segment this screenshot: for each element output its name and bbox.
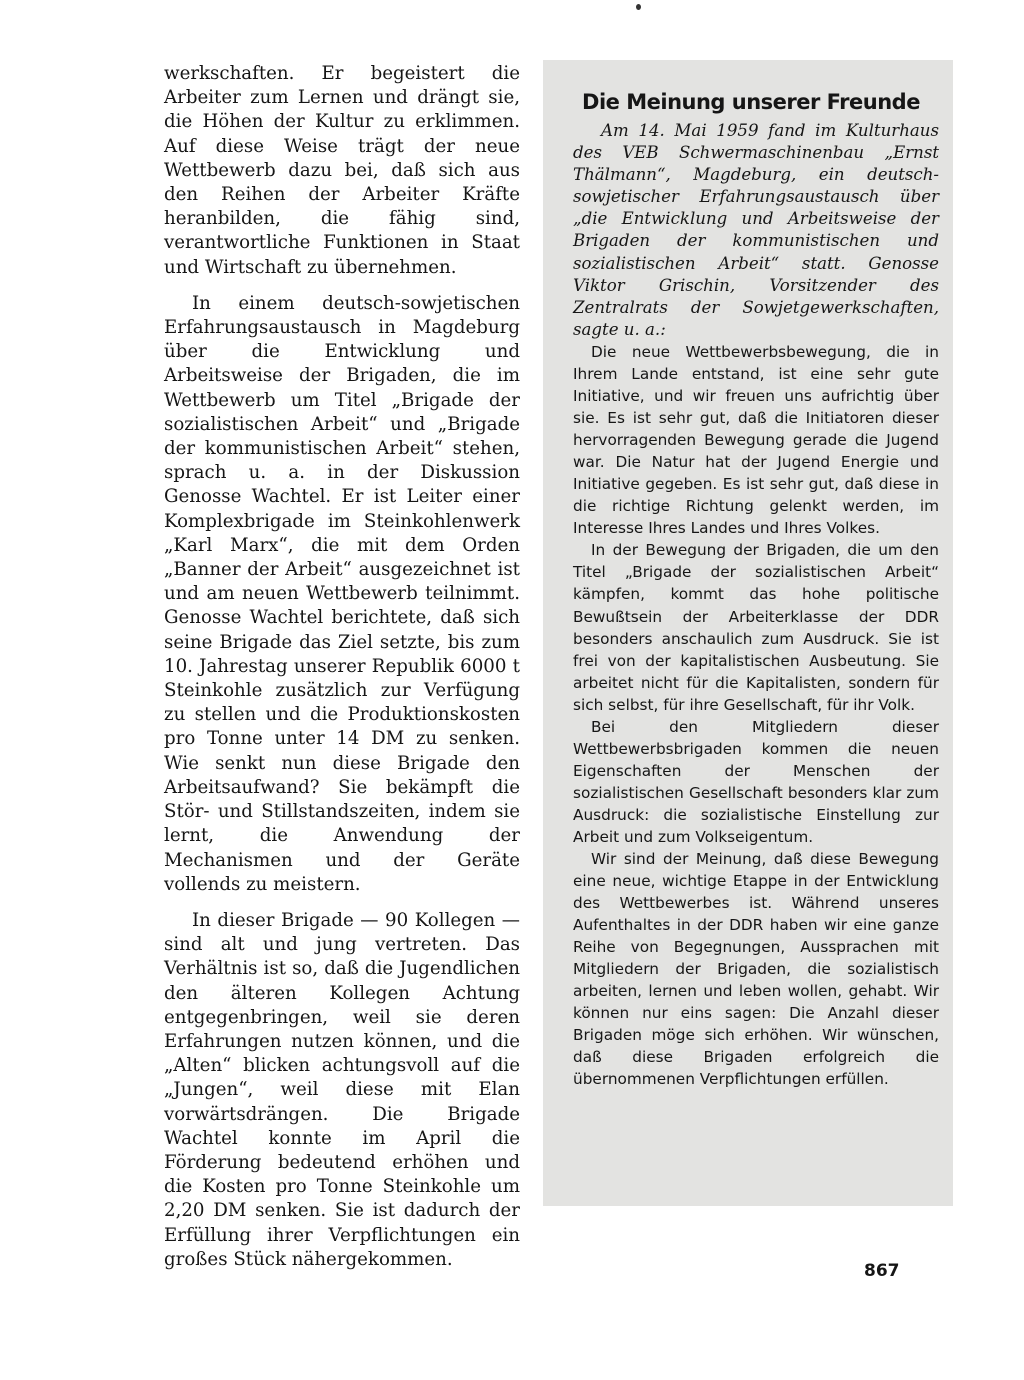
quote-paragraph-1: Die neue Wettbewerbsbewegung, die in Ihrem Lande entstand, ist eine sehr gute Initiative, und wir freuen uns aufrichtig über sie. Es ist sehr gut, daß die Initiatoren dieser hervorragenden Bewegung gerade die Jugend war. Die Natur hat der Jugend Energie und Initiative gegeben. Es ist sehr gut, daß diese in die richtige Richtung gelenkt werden, im Interesse Ihres Landes und Ihres Volkes. — [573, 342, 939, 538]
box-intro: Am 14. Mai 1959 fand im Kulturhaus des VEB Schwermaschinenbau „Ernst Thälmann“, Magdeburg, ein deutsch-sowjetischer Erfahrungsaustausch über „die Entwicklung und Arbeitsweise der Brigaden der kommunistischen und sozialistischen Arbeit“ statt. Genosse Viktor Grischin, Vorsitzender des Zentralrats der Sowjetgewerkschaften, sagte u. a.: — [573, 121, 939, 339]
paragraph-2: In einem deutsch-sowjetischen Erfahrungsaustausch in Magdeburg über die Entwicklung und Arbeitsweise der Brigaden, die im Wettbewerb um Titel „Brigade der sozialistischen Arbeit“ und „Brigade der kommunistischen Arbeit“ stehen, sprach u. a. in der Diskussion Genosse Wachtel. Er ist Leiter einer Komplexbrigade im Steinkohlenwerk „Karl Marx“, die mit dem Orden „Banner der Arbeit“ ausgezeichnet ist und am neuen Wettbewerb teilnimmt. Genosse Wachtel berichtete, daß sich seine Brigade das Ziel setzte, bis zum 10. Jahrestag unserer Republik 6000 t Steinkohle zusätzlich zur Verfügung zu stellen und die Produktionskosten pro Tonne unter 14 DM zu senken. Wie senkt nun diese Brigade den Arbeitsaufwand? Sie bekämpft die Stör- und Stillstandszeiten, indem sie lernt, die Anwendung der Mechanismen und der Geräte vollends zu meistern. — [164, 292, 520, 895]
sidebar-box — [543, 60, 953, 1206]
left-column — [164, 62, 520, 1272]
quote-paragraph-3: Bei den Mitgliedern dieser Wettbewerbsbrigaden kommen die neuen Eigenschaften der Menschen der sozialistischen Gesellschaft besonders klar zum Ausdruck: die sozialistische Einstellung zur Arbeit und zum Volkseigentum. — [573, 717, 939, 846]
quote-paragraph-2: In der Bewegung der Brigaden, die um den Titel „Brigade der sozialistischen Arbeit“ kämpfen, kommt das hohe politische Bewußtsein der Arbeiterklasse der DDR besonders anschaulich zum Ausdruck. Sie ist frei von der kapitalistischen Ausbeutung. Sie arbeitet nicht für die Kapitalisten, sondern für sich selbst, für ihre Gesellschaft, für ihr Volk. — [573, 541, 939, 714]
page-number: 867 — [864, 1261, 900, 1281]
paragraph-1: werkschaften. Er begeistert die Arbeiter zum Lernen und drängt sie, die Höhen der Kultur zu erklimmen. Auf diese Weise trägt der neue Wettbewerb dazu bei, daß sich aus den Reihen der Arbeiter Kräfte heranbilden, die fähig sind, verantwortliche Funktionen in Staat und Wirtschaft zu übernehmen. — [164, 63, 520, 278]
quote-paragraph-4: Wir sind der Meinung, daß diese Bewegung eine neue, wichtige Etappe in der Entwicklung des Wettbewerbes ist. Während unseres Aufenthaltes in der DDR haben wir eine ganze Reihe von Begegnungen, Aussprachen mit Mitgliedern der Brigaden, die sozialistisch arbeiten, lernen und leben wollen, gehabt. Wir können nur eins sagen: Die Anzahl dieser Brigaden möge sich erhöhen. Wir wünschen, daß diese Brigaden erfolgreich die übernommenen Verpflichtungen erfüllen. — [573, 850, 939, 1089]
box-title: Die Meinung unserer Freunde — [582, 90, 920, 114]
scan-speck — [636, 4, 641, 10]
paragraph-3: In dieser Brigade — 90 Kollegen — sind alt und jung vertreten. Das Verhältnis ist so, daß die Jugendlichen den älteren Kollegen Achtung entgegenbringen, weil sie deren Erfahrungen nutzen können, und die „Alten“ blicken achtungsvoll auf die „Jungen“, weil diese mit Elan vorwärtsdrängen. Die Brigade Wachtel konnte im April die Förderung bedeutend erhöhen und die Kosten pro Tonne Steinkohle um 2,20 DM senken. Sie ist dadurch der Erfüllung ihrer Verpflichtungen ein großes Stück nähergekommen. — [164, 909, 520, 1270]
